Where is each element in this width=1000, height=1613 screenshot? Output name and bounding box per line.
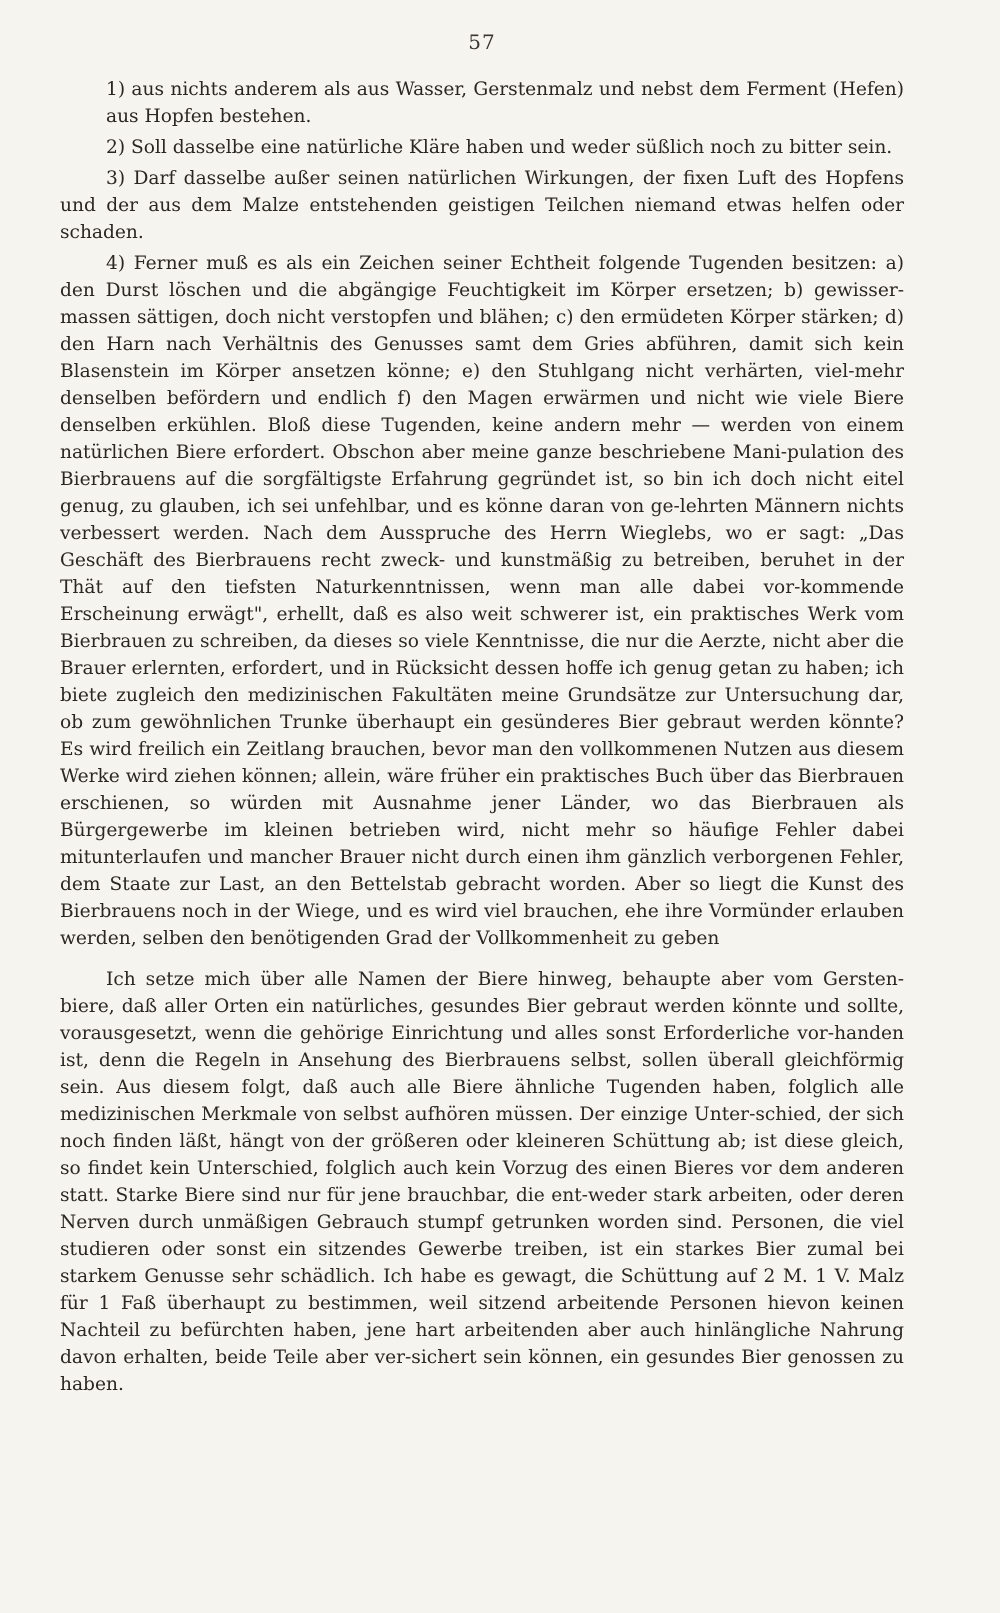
paragraph-item-1: 1) aus nichts anderem als aus Wasser, Gerstenmalz und nebst dem Ferment (Hefen) aus Hopfen bestehen. (106, 79, 904, 127)
paragraph-gerstenbiere: Ich setze mich über alle Namen der Biere hinweg, behaupte aber vom Gersten-biere, daß aller Orten ein natürliches, gesundes Bier gebraut werden könnte und sollte, vorausgesetzt, wenn die gehörige Einrichtung und alles sonst Erforderliche vor-handen ist, denn die Regeln in Ansehung des Bierbrauens selbst, sollen überall gleichförmig sein. Aus diesem folgt, daß auch alle Biere ähnliche Tugenden haben, folglich alle medizinischen Merkmale von selbst aufhören müssen. Der einzige Unter-schied, der sich noch finden läßt, hängt von der größeren oder kleineren Schüttung ab; ist diese gleich, so findet kein Unterschied, folglich auch kein Vorzug des einen Bieres vor dem anderen statt. Starke Biere sind nur für jene brauchbar, die ent-weder stark arbeiten, oder deren Nerven durch unmäßigen Gebrauch stumpf getrunken worden sind. Personen, die viel studieren oder sonst ein sitzendes Gewerbe treiben, ist ein starkes Bier zumal bei starkem Genusse sehr schädlich. Ich habe es gewagt, die Schüttung auf 2 M. 1 V. Malz für 1 Faß überhaupt zu bestimmen, weil sitzend arbeitende Personen hievon keinen Nachteil zu befürchten haben, jene hart arbeitenden aber auch hinlängliche Nahrung davon erhalten, beide Teile aber ver-sichert sein können, ein gesundes Bier genossen zu haben. (60, 969, 904, 1395)
paragraph-item-4: 4) Ferner muß es als ein Zeichen seiner Echtheit folgende Tugenden besitzen: a) den Durst löschen und die abgängige Feuchtigkeit im Körper ersetzen; b) gewisser-massen sättigen, doch nicht verstopfen und blähen; c) den ermüdeten Körper stärken; d) den Harn nach Verhältnis des Genusses samt dem Gries abführen, damit sich kein Blasenstein im Körper ansetzen könne; e) den Stuhlgang nicht verhärten, viel-mehr denselben befördern und endlich f) den Magen erwärmen und nicht wie viele Biere denselben erkühlen. Bloß diese Tugenden, keine andern mehr — werden von einem natürlichen Biere erfordert. Obschon aber meine ganze beschriebene Mani-pulation des Bierbrauens auf die sorgfältigste Erfahrung gegründet ist, so bin ich doch nicht eitel genug, zu glauben, ich sei unfehlbar, und es könne daran von ge-lehrten Männern nichts verbessert werden. Nach dem Ausspruche des Herrn Wieglebs, wo er sagt: „Das Geschäft des Bierbrauens recht zweck- und kunstmäßig zu betreiben, beruhet in der Thät auf den tiefsten Naturkenntnissen, wenn man alle dabei vor-kommende Erscheinung erwägt", erhellt, daß es also weit schwerer ist, ein praktisches Werk vom Bierbrauen zu schreiben, da dieses so viele Kenntnisse, die nur die Aerzte, nicht aber die Brauer erlernten, erfordert, und in Rücksicht dessen hoffe ich genug getan zu haben; ich biete zugleich den medizinischen Fakultäten meine Grundsätze zur Untersuchung dar, ob zum gewöhnlichen Trunke überhaupt ein gesünderes Bier gebraut werden könnte? Es wird freilich ein Zeitlang brauchen, bevor man den vollkommenen Nutzen aus diesem Werke wird ziehen können; allein, wäre früher ein praktisches Buch über das Bierbrauen erschienen, so würden mit Ausnahme jener Länder, wo das Bierbrauen als Bürgergewerbe im kleinen betrieben wird, nicht mehr so häufige Fehler dabei mitunterlaufen und mancher Brauer nicht durch einen ihm gänzlich verborgenen Fehler, dem Staate zur Last, an den Bettelstab gebracht worden. Aber so liegt die Kunst des Bierbrauens noch in der Wiege, und es wird viel brauchen, ehe ihre Vormünder erlauben werden, selben den benötigenden Grad der Vollkommenheit zu geben (60, 253, 904, 949)
page-number: 57 (468, 30, 496, 54)
paragraph-item-3: 3) Darf dasselbe außer seinen natürlichen Wirkungen, der fixen Luft des Hopfens und der aus dem Malze entstehenden geistigen Teilchen niemand etwas helfen oder schaden. (60, 168, 904, 243)
paragraph-item-2: 2) Soll dasselbe eine natürliche Kläre haben und weder süßlich noch zu bitter sein. (106, 137, 893, 158)
body-text (60, 76, 904, 1398)
